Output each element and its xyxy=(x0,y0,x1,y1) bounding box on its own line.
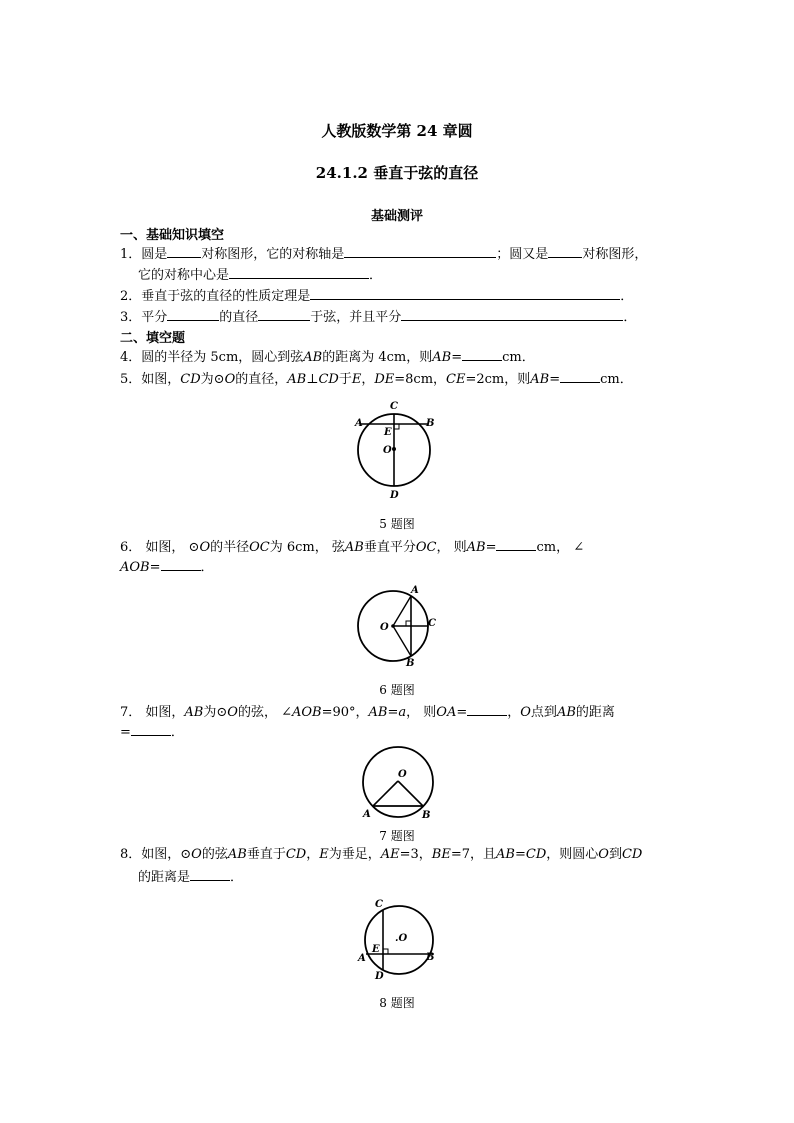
center-point xyxy=(391,624,395,628)
label-c: C xyxy=(390,401,398,412)
label-a: A xyxy=(358,953,366,964)
label-d: D xyxy=(375,971,384,982)
question-3: 3．平分 的直径 于弦，并且平分 ． xyxy=(120,307,680,327)
label-d: D xyxy=(390,490,399,501)
question-4: 4．圆的半径为 5cm，圆心到弦AB的距离为 4cm，则AB= cm． xyxy=(120,347,680,367)
segment-ob xyxy=(393,626,411,656)
segment-oa xyxy=(373,781,398,806)
page-title: 人教版数学第 24 章圆 xyxy=(321,122,473,140)
question-8-line-1: 8．如图，⊙O的弦AB垂直于CD，E为垂足，AE=3，BE=7，且AB=CD，则圆心O到CD xyxy=(120,847,643,862)
question-6-line-1: 6． 如图， ⊙O的半径OC为 6cm， 弦AB垂直平分OC， 则AB= cm， ∠ xyxy=(120,537,680,557)
figure-8-caption: 8 题图 xyxy=(379,996,415,1010)
figure-6-circle-diagram xyxy=(350,580,445,675)
label-b: B xyxy=(406,658,415,669)
answer-blank[interactable] xyxy=(560,369,600,383)
label-b: B xyxy=(426,952,435,963)
label-o: .O xyxy=(395,933,408,944)
answer-blank[interactable] xyxy=(258,307,310,321)
question-1-line-2: 它的对称中心是 ． xyxy=(138,265,698,285)
part1-heading: 一、基础知识填空 xyxy=(120,228,225,243)
answer-blank[interactable] xyxy=(161,557,201,571)
question-1-line-1: 1．圆是 对称图形，它的对称轴是 ；圆又是 对称图形， xyxy=(120,244,680,264)
answer-blank[interactable] xyxy=(401,307,623,321)
answer-blank[interactable] xyxy=(344,244,496,258)
answer-blank[interactable] xyxy=(131,722,171,736)
question-2: 2．垂直于弦的直径的性质定理是 ． xyxy=(120,286,680,306)
answer-blank[interactable] xyxy=(310,286,620,300)
page-subtitle: 24.1.2 垂直于弦的直径 xyxy=(315,164,479,182)
label-a: A xyxy=(355,418,363,429)
label-e: E xyxy=(372,944,380,955)
label-a: A xyxy=(363,809,371,820)
figure-8-circle-diagram xyxy=(355,893,445,988)
figure-5-circle-diagram xyxy=(350,395,440,510)
figure-5-caption: 5 题图 xyxy=(379,517,415,531)
figure-6-caption: 6 题图 xyxy=(379,683,415,697)
figure-7-caption: 7 题图 xyxy=(379,829,415,843)
answer-blank[interactable] xyxy=(167,307,219,321)
question-5: 5．如图，CD为⊙O的直径，AB⊥CD于E，DE=8cm，CE=2cm，则AB= cm． xyxy=(120,369,680,389)
answer-blank[interactable] xyxy=(190,867,230,881)
label-c: C xyxy=(375,899,383,910)
answer-blank[interactable] xyxy=(467,702,507,716)
question-6-line-2: AOB= ． xyxy=(120,557,680,577)
question-8-line-2: 的距离是 ． xyxy=(138,867,698,887)
question-7-line-2: = ． xyxy=(120,722,680,742)
answer-blank[interactable] xyxy=(229,265,369,279)
question-7-line-1: 7． 如图，AB为⊙O的弦， ∠AOB=90°，AB=a， 则OA= ，O点到AB的距离 xyxy=(120,702,680,722)
label-a: A xyxy=(411,585,419,596)
label-o: O xyxy=(380,622,389,633)
section-heading: 基础测评 xyxy=(370,209,423,224)
label-c: C xyxy=(428,618,436,629)
answer-blank[interactable] xyxy=(548,244,582,258)
label-b: B xyxy=(426,418,435,429)
answer-blank[interactable] xyxy=(462,347,502,361)
segment-ob xyxy=(398,781,423,806)
label-o: O xyxy=(398,769,407,780)
figure-7-circle-diagram xyxy=(355,745,445,825)
label-b: B xyxy=(422,810,431,821)
label-o: O xyxy=(383,445,392,456)
answer-blank[interactable] xyxy=(496,537,536,551)
answer-blank[interactable] xyxy=(167,244,201,258)
center-point xyxy=(392,447,396,451)
label-e: E xyxy=(384,427,392,438)
part2-heading: 二、填空题 xyxy=(120,331,186,346)
